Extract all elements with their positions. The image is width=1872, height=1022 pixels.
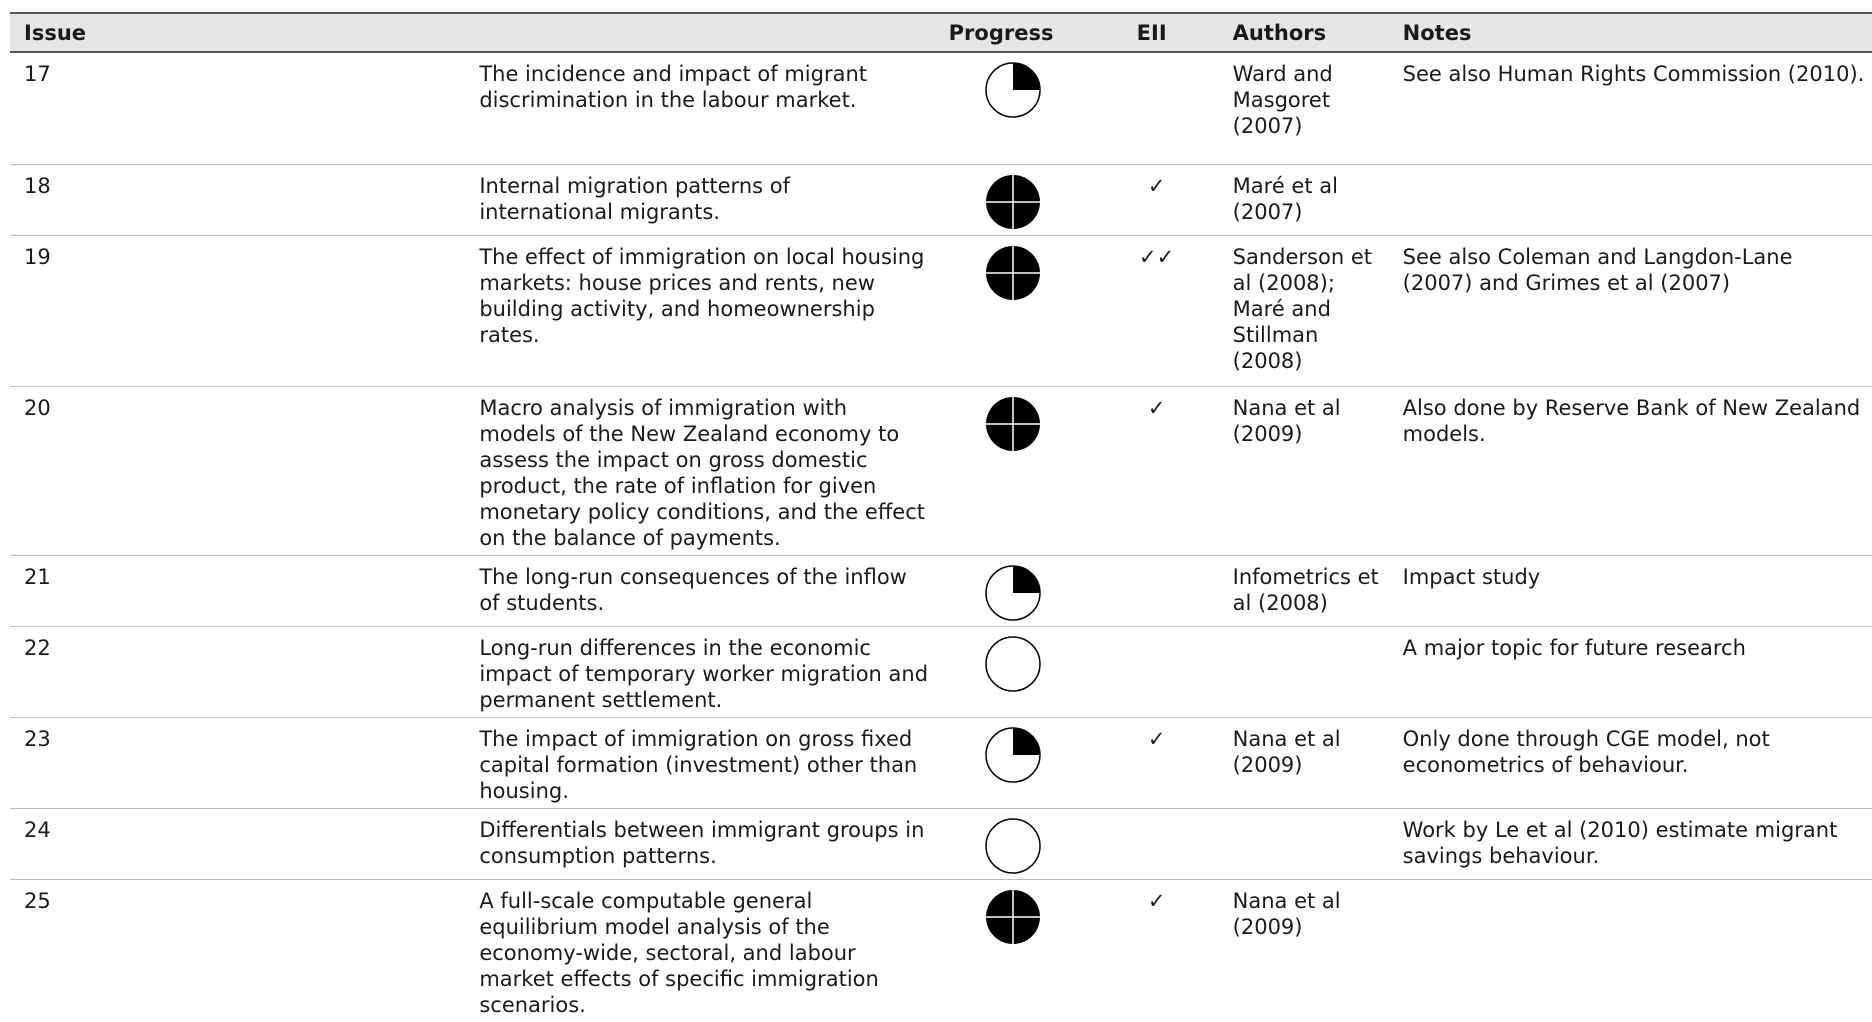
eii-check: ✓ xyxy=(1147,173,1166,198)
table-row xyxy=(10,386,1872,555)
authors: Nana et al (2009) xyxy=(1232,888,1341,939)
notes xyxy=(1403,879,1872,1022)
issue-description: The impact of immigration on gross fixed capital formation (investment) other than housing. xyxy=(479,726,918,803)
table-body xyxy=(10,52,1872,1022)
table-row xyxy=(10,164,1872,235)
issue-number: 25 xyxy=(24,888,51,913)
issue-number: 23 xyxy=(24,726,51,751)
empty-circle-icon xyxy=(984,635,1042,693)
full-circle-icon xyxy=(984,888,1042,946)
full-circle-icon xyxy=(984,173,1042,231)
eii-check xyxy=(1107,808,1233,879)
research-progress-table xyxy=(10,12,1872,1022)
progress-cell xyxy=(949,164,1107,235)
notes: See also Human Rights Commission (2010). xyxy=(1402,62,1865,86)
table-row xyxy=(10,555,1872,626)
eii-check xyxy=(1107,555,1233,626)
eii-check xyxy=(1107,52,1233,164)
notes: See also Coleman and Langdon-Lane (2007) and Grimes et al (2007) xyxy=(1402,244,1793,295)
full-circle-icon xyxy=(984,244,1042,302)
issue-description: Internal migration patterns of international migrants. xyxy=(479,173,790,224)
quarter-circle-icon xyxy=(984,726,1042,784)
issue-description: Differentials between immigrant groups in consumption patterns. xyxy=(479,817,925,868)
issue-description: Long-run differences in the economic impact of temporary worker migration and permanent settlement. xyxy=(479,635,929,712)
issue-number: 21 xyxy=(24,564,51,589)
issue-description: A full-scale computable general equilibrium model analysis of the economy-wide, sectoral, and labour market effects of specific immigration scenarios. xyxy=(479,888,879,1017)
authors: Maré et al (2007) xyxy=(1232,173,1338,224)
progress-cell xyxy=(949,386,1107,555)
authors: Infometrics et al (2008) xyxy=(1232,564,1379,615)
progress-cell xyxy=(949,808,1107,879)
issue-description: The incidence and impact of migrant discrimination in the labour market. xyxy=(479,62,867,112)
issue-number: 19 xyxy=(24,244,51,269)
eii-check: ✓✓ xyxy=(1139,244,1175,269)
authors xyxy=(1233,626,1403,717)
issue-description: The effect of immigration on local housing markets: house prices and rents, new building activity, and homeownership rates. xyxy=(479,244,925,347)
quarter-circle-icon xyxy=(984,61,1042,119)
authors: Ward and Masgoret (2007) xyxy=(1232,62,1333,138)
progress-cell xyxy=(949,879,1107,1022)
eii-check: ✓ xyxy=(1147,395,1166,420)
issue-number: 20 xyxy=(24,395,51,420)
eii-check: ✓ xyxy=(1147,888,1166,913)
notes: Only done through CGE model, not econometrics of behaviour. xyxy=(1402,726,1770,777)
progress-cell xyxy=(949,555,1107,626)
notes: Also done by Reserve Bank of New Zealand models. xyxy=(1402,395,1861,446)
table-row xyxy=(10,52,1872,164)
table-row xyxy=(10,235,1872,386)
issue-number: 18 xyxy=(24,173,51,198)
header-issue: Issue xyxy=(24,21,87,45)
issue-number: 22 xyxy=(24,635,51,660)
empty-circle-icon xyxy=(984,817,1042,875)
authors: Nana et al (2009) xyxy=(1232,395,1341,446)
issue-number: 24 xyxy=(24,817,51,842)
notes: A major topic for future research xyxy=(1402,635,1746,660)
header-progress: Progress xyxy=(948,21,1054,45)
issue-description: Macro analysis of immigration with models of the New Zealand economy to assess the impact on gross domestic product, the rate of inflation for given monetary policy conditions, and the effect on the balance of payments. xyxy=(479,395,925,550)
eii-check: ✓ xyxy=(1147,726,1166,751)
authors: Nana et al (2009) xyxy=(1232,726,1341,777)
progress-cell xyxy=(949,717,1107,808)
notes xyxy=(1403,164,1872,235)
notes: Impact study xyxy=(1402,564,1541,589)
progress-cell xyxy=(949,235,1107,386)
table-row xyxy=(10,879,1872,1022)
progress-cell xyxy=(949,52,1107,164)
quarter-circle-icon xyxy=(984,564,1042,622)
issue-number: 17 xyxy=(24,62,51,86)
notes: Work by Le et al (2010) estimate migrant savings behaviour. xyxy=(1402,817,1838,868)
authors xyxy=(1233,808,1403,879)
issue-description: The long-run consequences of the inflow of students. xyxy=(479,564,907,615)
authors: Sanderson et al (2008); Maré and Stillman (2008) xyxy=(1232,244,1372,373)
table-row xyxy=(10,808,1872,879)
table-header-row xyxy=(10,13,1872,52)
full-circle-icon xyxy=(984,395,1042,453)
header-authors: Authors xyxy=(1232,21,1327,45)
header-notes: Notes xyxy=(1402,21,1472,45)
eii-check xyxy=(1107,626,1233,717)
progress-cell xyxy=(949,626,1107,717)
table-row xyxy=(10,717,1872,808)
header-eii: EII xyxy=(1136,21,1167,45)
table-row xyxy=(10,626,1872,717)
